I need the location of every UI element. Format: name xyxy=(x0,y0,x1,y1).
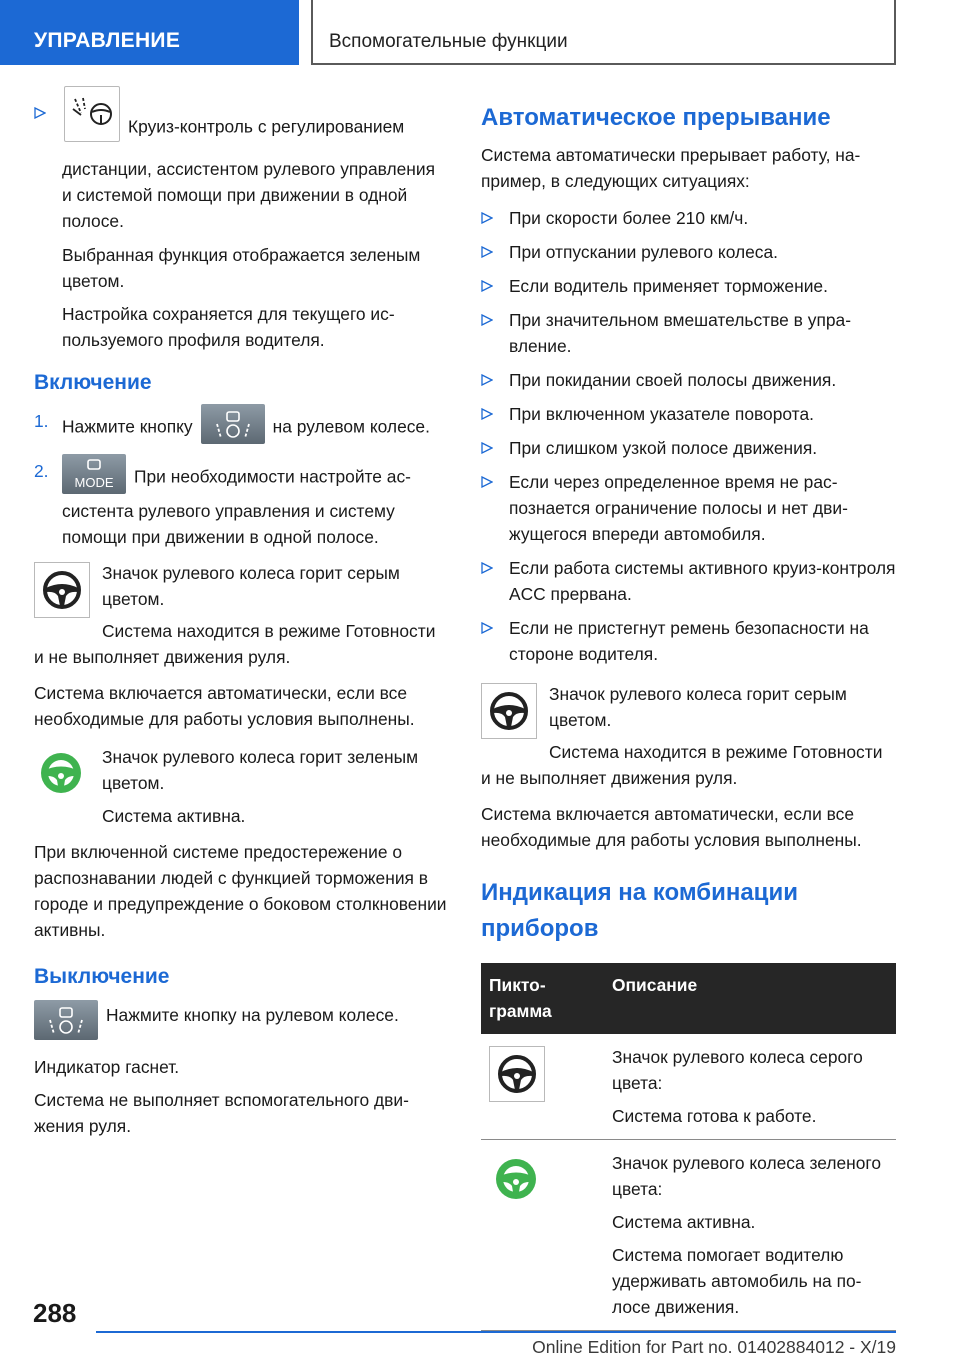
triangle-bullet-icon xyxy=(481,622,493,634)
indicator-table xyxy=(481,963,896,1331)
mode-button-icon xyxy=(62,454,126,494)
triangle-bullet-icon xyxy=(481,280,493,292)
list-item: При отпускании рулевого колеса. xyxy=(481,239,896,265)
steering-wheel-green-icon xyxy=(489,1152,545,1208)
gray-indicator-row: Значок рулевого колеса горит серым цветом. xyxy=(481,681,896,741)
paragraph: Система не выполняет вспомогательного движения руля. xyxy=(34,1090,409,1136)
triangle-bullet-icon xyxy=(34,107,46,119)
assist-button-icon xyxy=(201,404,265,444)
list-item: Если через определенное время не распознается ограничение полосы и нет движущегося впереди автомобиля. xyxy=(481,469,896,547)
list-item: При слишком узкой полосе движения. xyxy=(481,435,896,461)
list-item: При покидании своей полосы движения. xyxy=(481,367,896,393)
steering-wheel-gray-icon xyxy=(489,1046,545,1102)
triangle-bullet-icon xyxy=(481,374,493,386)
triangle-bullet-icon xyxy=(481,442,493,454)
cruise-steering-icon xyxy=(64,86,120,142)
left-column xyxy=(34,100,449,1146)
triangle-bullet-icon xyxy=(481,314,493,326)
bullet-cruise-control: Круиз-контроль с регулированием дистанции, ассистентом рулевого управления и системой помощи при движении в одной полосе. xyxy=(34,100,449,234)
step-2: 2. MODE При необходимости настройте ассистента рулевого управления и систему помощи при движении в одной полосе. xyxy=(34,458,449,550)
gray-indicator-row: Значок рулевого колеса горит серым цветом. xyxy=(34,560,449,620)
green-indicator-row: Значок рулевого колеса горит зеленым цветом. Система активна. xyxy=(34,744,449,829)
paragraph: Система включается автоматически, если все необходимые для работы условия выполнены. xyxy=(34,683,415,729)
list-item: При скорости более 210 км/ч. xyxy=(481,205,896,231)
edition-line: Online Edition for Part no. 01402884012 - X/19 xyxy=(532,1337,896,1357)
paragraph: Настройка сохраняется для текущего используемого профиля водителя. xyxy=(62,304,395,350)
list-item: Если водитель применяет торможение. xyxy=(481,273,896,299)
heading-auto-interrupt: Автоматическое прерывание xyxy=(481,104,831,131)
heading-off: Выключение xyxy=(34,965,170,988)
triangle-bullet-icon xyxy=(481,212,493,224)
step-1: 1. Нажмите кнопку на рулевом колесе. xyxy=(34,408,449,448)
chapter-title: Вспомогательные функции xyxy=(311,0,896,65)
right-column xyxy=(481,100,896,1331)
list-item: При значительном вмешательстве в управление. xyxy=(481,307,896,359)
table-row: Значок рулевого колеса серого цвета: Система готова к работе. xyxy=(481,1034,896,1140)
steering-wheel-green-icon xyxy=(34,746,90,802)
paragraph: Система автоматически прерывает работу, например, в следующих ситуациях: xyxy=(481,145,861,191)
section-title: УПРАВЛЕНИЕ xyxy=(0,0,299,65)
paragraph: Система включается автоматически, если все необходимые для работы условия выполнены. xyxy=(481,804,862,850)
paragraph: При включенной системе предостережение о распознавании людей с функцией торможения в городе и предупреждение о боковом столкновении активны. xyxy=(34,842,447,940)
paragraph: Система находится в режиме Готовности и не выполняет движения руля. xyxy=(34,621,436,667)
svg-text:MODE: MODE xyxy=(74,475,114,490)
triangle-bullet-icon xyxy=(481,562,493,574)
triangle-bullet-icon xyxy=(481,408,493,420)
paragraph: Система находится в режиме Готовности и не выполняет движения руля. xyxy=(481,742,883,788)
heading-indicator: Индикация на комбинации приборов xyxy=(481,879,798,942)
table-row: Значок рулевого колеса зеленого цвета: Система активна. Система помогает водителю удерживать автомобиль на полосе движения. xyxy=(481,1140,896,1331)
page-number: 288 xyxy=(33,1298,77,1328)
list-item: Если не пристегнут ремень безопасности на стороне водителя. xyxy=(481,615,896,667)
footer-divider xyxy=(96,1331,896,1333)
steering-wheel-gray-icon xyxy=(34,562,90,618)
table-header-pictogram: Пиктограмма xyxy=(481,963,604,1034)
triangle-bullet-icon xyxy=(481,476,493,488)
paragraph: Индикатор гаснет. xyxy=(34,1057,180,1077)
steering-wheel-gray-icon xyxy=(481,683,537,739)
list-item: При включенном указателе поворота. xyxy=(481,401,896,427)
interrupt-list xyxy=(481,205,896,667)
list-item: Если работа системы активного круиз-контроля ACC прервана. xyxy=(481,555,896,607)
assist-button-icon xyxy=(34,1000,98,1040)
paragraph: Выбранная функция отображается зеленым цветом. xyxy=(62,245,421,291)
heading-on: Включение xyxy=(34,371,152,394)
off-row: Нажмите кнопку на рулевом колесе. xyxy=(34,1002,449,1050)
table-header-description: Описание xyxy=(604,963,896,1034)
triangle-bullet-icon xyxy=(481,246,493,258)
